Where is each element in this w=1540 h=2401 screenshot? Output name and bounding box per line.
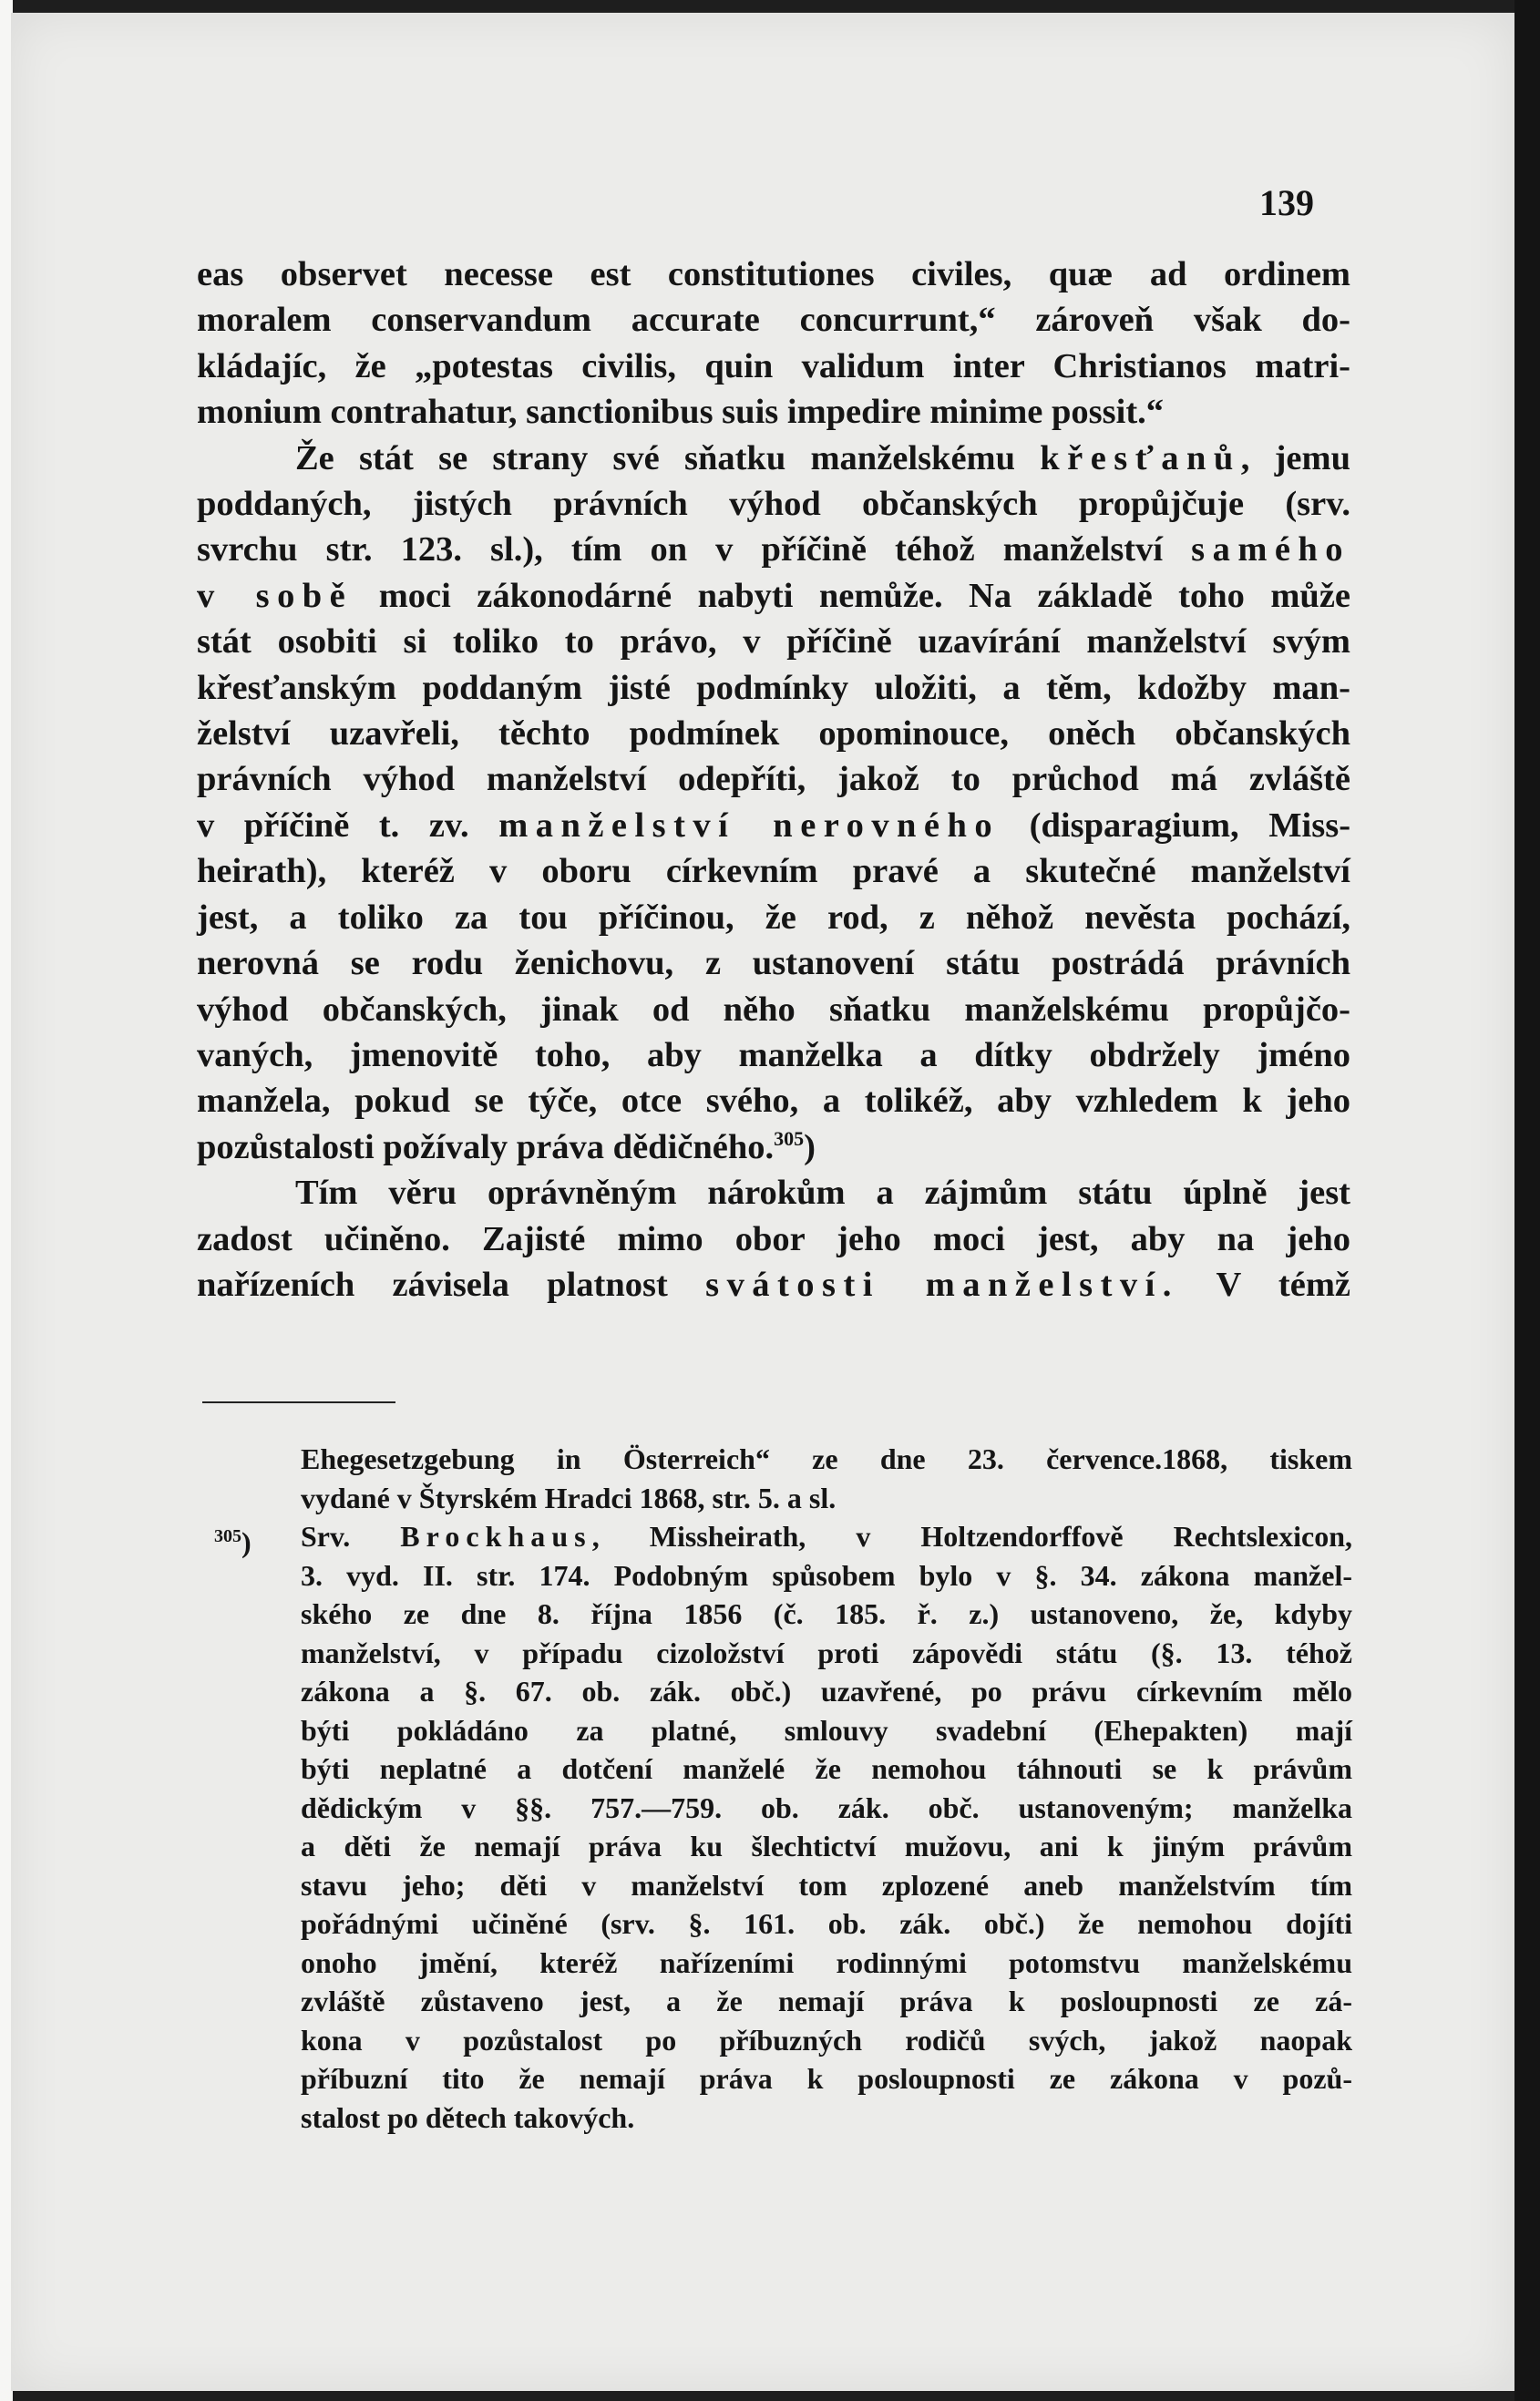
- text-line: vaných, jmenovitě toho, aby manželka a dítky obdržely jméno: [197, 1035, 1350, 1074]
- footnote-line: onoho jmění, kteréž nařízeními rodinnými potomstvu manželskému: [301, 1945, 1352, 1979]
- footnote-number: 305: [214, 1526, 241, 1546]
- text-line: [197, 527, 1350, 572]
- footnote-line: manželství, v případu cizoložství proti zápovědi státu (§. 13. téhož: [301, 1636, 1352, 1669]
- footnote-line: dědickým v §§. 757.—759. ob. zák. obč. ustanoveným; manželka: [301, 1790, 1352, 1824]
- text-line: nerovná se rodu ženichovu, z ustanovení státu postrádá právních: [197, 944, 1350, 983]
- footnote-line: vydané v Štyrském Hradci 1868, str. 5. a sl.: [301, 1481, 837, 1514]
- text-span: , Missheirath, v Holtzendorffově Rechtslexicon,: [591, 1520, 1353, 1553]
- text-line: kládajíc, že „potestas civilis, quin validum inter Christianos matri-: [197, 346, 1350, 385]
- footnote-mark-paren: ): [241, 1525, 252, 1559]
- text-line: manžela, pokud se týče, otce svého, a tolikéž, aby vzhledem k jeho: [197, 1082, 1350, 1121]
- footnote-line: pořádnými učiněné (srv. §. 161. ob. zák. obč.) že nemohou dojíti: [301, 1907, 1352, 1940]
- main-text: [197, 251, 1350, 1308]
- footnote-line: zákona a §. 67. ob. zák. obč.) uzavřené, po právu církevním mělo: [301, 1675, 1352, 1708]
- text-span: Srv.: [301, 1520, 351, 1553]
- text-line: poddaných, jistých právních výhod občanských propůjčuje (srv.: [197, 485, 1350, 524]
- scan-right-edge: [1514, 0, 1540, 2401]
- footnote-line: býti pokládáno za platné, smlouvy svadební (Ehepakten) mají: [301, 1713, 1352, 1747]
- text-line: zadost učiněno. Zajisté mimo obor jeho moci jest, aby na jeho: [197, 1219, 1350, 1258]
- text-span: pozůstalosti požívaly práva dědičného.: [197, 1127, 775, 1166]
- text-line: monium contrahatur, sanctionibus suis impedire minime possit.“: [197, 393, 1165, 432]
- page-number: 139: [1259, 182, 1314, 223]
- footnote-line: příbuzní tito že nemají práva k posloupnosti ze zákona v pozů-: [301, 2062, 1352, 2095]
- emphasis: samého: [1191, 530, 1351, 569]
- text-span: ): [804, 1127, 816, 1166]
- text-line: křesťanským poddaným jisté podmínky uložiti, a těm, kdožby man-: [197, 668, 1350, 707]
- text-line: želství uzavřeli, těchto podmínek opominouce, oněch občanských: [197, 714, 1350, 754]
- emphasis: křesťanů: [1040, 438, 1241, 477]
- footnotes: [214, 1440, 1353, 2137]
- text-line: [197, 803, 1350, 848]
- emphasis: Brockhaus: [400, 1520, 592, 1553]
- footnote-line: a děti že nemají práva ku šlechtictví mužovu, ani k jiným právům: [301, 1830, 1352, 1862]
- text-span: , jemu: [1240, 438, 1350, 477]
- text-line: [197, 1124, 1350, 1170]
- text-line: jest, a toliko za tou příčinou, že rod, z něhož nevěsta pochází,: [197, 898, 1350, 937]
- text-line: Tím věru oprávněným nárokům a zájmům státu úplně jest: [295, 1174, 1350, 1213]
- footnote-line: ského ze dne 8. října 1856 (č. 185. ř. z.) ustanoveno, že, kdyby: [301, 1597, 1352, 1630]
- footnote-line: stavu jeho; děti v manželství tom zplozené aneb manželstvím tím: [301, 1868, 1352, 1902]
- footnote-line: zvláště zůstaveno jest, a že nemají práva k posloupnosti ze zá-: [301, 1985, 1352, 2017]
- footnote-line: kona v pozůstalost po příbuzných rodičů svých, jakož naopak: [301, 2023, 1352, 2057]
- footnote-line: býti neplatné a dotčení manželé že nemohou táhnouti se k právům: [301, 1752, 1352, 1785]
- footnote-reference: 305: [774, 1126, 805, 1150]
- footnote-line: [214, 1517, 1353, 1559]
- text-span: Že stát se strany své sňatku manželskému: [295, 438, 1016, 477]
- text-line: stát osobiti si toliko to právo, v příčině uzavírání manželství svým: [197, 622, 1350, 662]
- text-line: [197, 573, 1350, 619]
- book-page: [11, 13, 1514, 2391]
- emphasis: svátosti manželství.: [705, 1265, 1179, 1304]
- text-span: svrchu str. 123. sl.), tím on v příčině téhož manželství: [197, 530, 1164, 569]
- text-line: [197, 1262, 1350, 1308]
- emphasis: manželství nerovného: [498, 805, 1001, 845]
- text-span: (disparagium, Miss-: [1029, 805, 1351, 845]
- footnote-line: stalost po dětech takových.: [301, 2100, 635, 2134]
- footnote-divider: [202, 1401, 395, 1403]
- text-span: V témž: [1216, 1265, 1350, 1304]
- text-line: právních výhod manželství odepříti, jakož to průchod má zvláště: [197, 760, 1350, 799]
- text-span: v příčině t. zv.: [197, 805, 469, 845]
- footnote-line: Ehegesetzgebung in Österreich“ ze dne 23. července.1868, tiskem: [301, 1442, 1352, 1475]
- text-span: nařízeních závisela platnost: [197, 1265, 668, 1304]
- footnote-marker: [214, 1517, 252, 1562]
- emphasis: v sobě: [197, 576, 354, 615]
- text-line: heirath), kteréž v oboru církevním pravé a skutečné manželství: [197, 852, 1350, 891]
- text-line: moralem conservandum accurate concurrunt,“ zároveň však do-: [197, 301, 1350, 340]
- text-span: moci zákonodárné nabyti nemůže. Na základě toho může: [378, 576, 1350, 615]
- text-line: eas observet necesse est constitutiones civiles, quæ ad ordinem: [197, 255, 1350, 293]
- text-line: [197, 436, 1350, 481]
- text-line: výhod občanských, jinak od něho sňatku manželskému propůjčo-: [197, 990, 1350, 1029]
- footnote-line: 3. vyd. II. str. 174. Podobným spůsobem bylo v §. 34. zákona manžel-: [301, 1558, 1352, 1592]
